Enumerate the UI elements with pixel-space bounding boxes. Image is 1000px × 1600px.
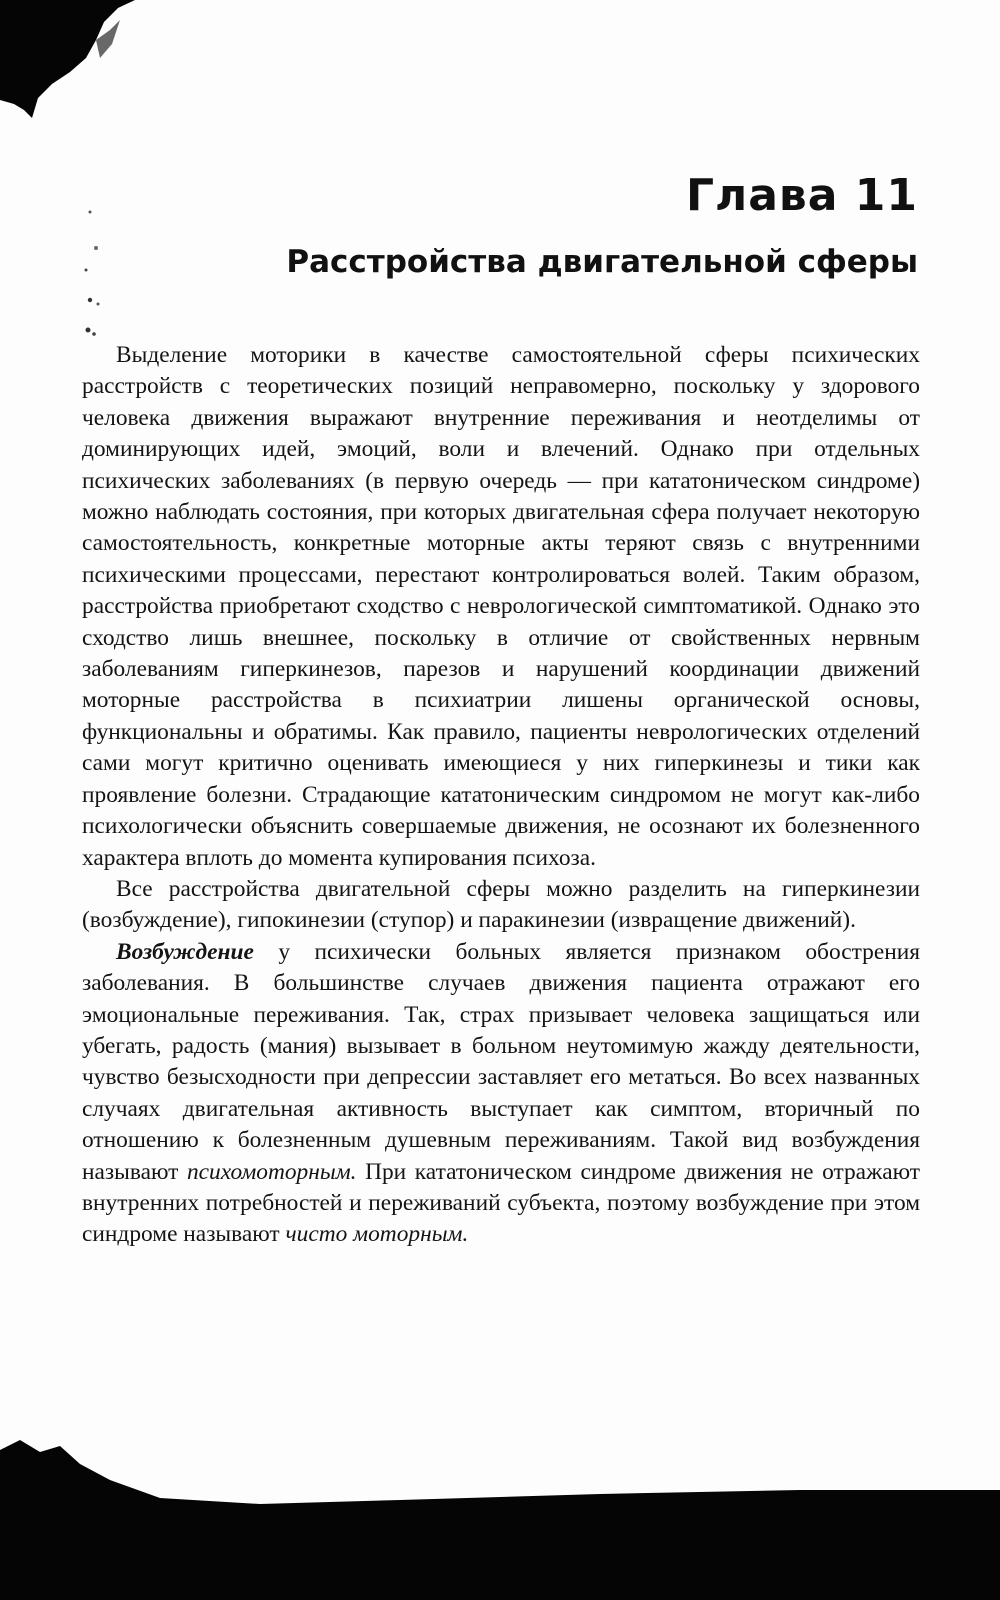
scan-shadow-bottom <box>0 1440 1000 1600</box>
term-excitation: Возбуждение <box>116 938 254 965</box>
paragraph-excitation-text-1: у психически больных является признаком обострения заболевания. В большинстве случаев движения пациента отражают его эмоциональные переживания. Так, страх призывает человека защищаться или убегать, радость (мания) вызывает в больном неутомимую жажду деятельности, чувство безысходности при депрессии заставляет его метаться. Во всех названных случаях двигательная активность выступает как симптом, вторичный по отношению к болезненным душевным переживаниям. Такой вид возбуждения называют <box>82 938 920 1185</box>
paragraph-excitation <box>82 937 920 1251</box>
paragraph-excitation-text-2: При кататоническом синдроме движения не отражают внутренних потребностей и переживаний субъекта, поэтому возбуждение при этом синдроме называют <box>82 1158 920 1248</box>
chapter-title: Расстройства двигательной сферы <box>286 244 918 280</box>
paragraph-disorder-classification: Все расстройства двигательной сферы можно разделить на гиперкинезии (возбуждение), гипокинезии (ступор) и паракинезии (извращение движений). <box>82 875 920 934</box>
chapter-number: Глава 11 <box>685 170 918 221</box>
scan-margin-specks <box>60 200 130 360</box>
scan-shadow-top-left <box>0 0 140 120</box>
chapter-body <box>82 340 920 1251</box>
term-purely-motor: чисто моторным. <box>285 1221 469 1248</box>
term-psychomotor: психомоторным. <box>186 1158 357 1185</box>
paragraph-motor-sphere-intro: Выделение моторики в качестве самостоятельной сферы психических расстройств с теоретических позиций неправомерно, поскольку у здорового человека движения выражают внутренние переживания и неотделимы от доминирующих идей, эмоций, воли и влечений. Однако при отдельных психических заболеваниях (в первую очередь — при кататоническом синдроме) можно наблюдать состояния, при которых двигательная сфера получает некоторую самостоятельность, конкретные моторные акты теряют связь с внутренними психическими процессами, перестают контролироваться волей. Таким образом, расстройства приобретают сходство с неврологической симптоматикой. Однако это сходство лишь внешнее, поскольку в отличие от свойственных нервным заболеваниям гиперкинезов, парезов и нарушений координации движений моторные расстройства в психиатрии лишены органической основы, функциональны и обратимы. Как правило, пациенты неврологических отделений сами могут критично оценивать имеющиеся у них гиперкинезы и тики как проявление болезни. Страдающие кататоническим синдромом не могут как-либо психологически объяснить совершаемые движения, не осознают их болезненного характера вплоть до момента купирования психоза. <box>82 342 920 871</box>
